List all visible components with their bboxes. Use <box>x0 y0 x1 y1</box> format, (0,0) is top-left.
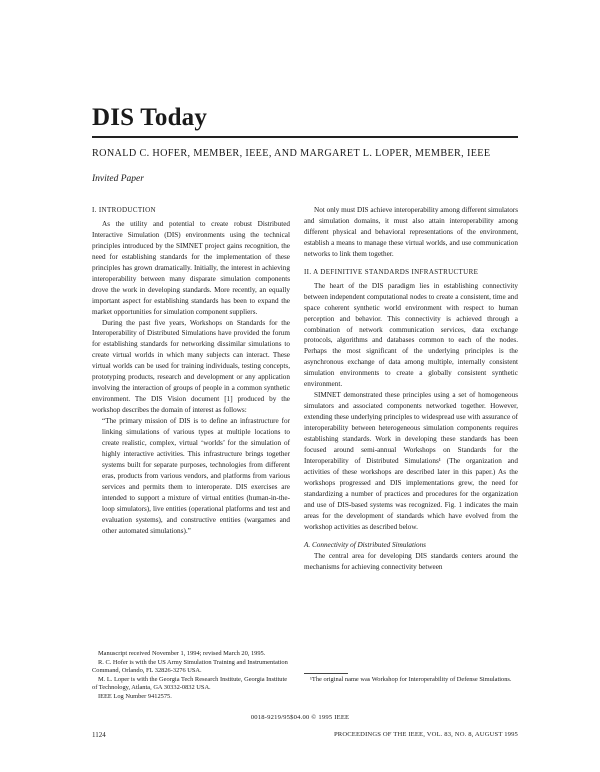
copyright-line: 0018-9219/95$04.00 © 1995 IEEE <box>250 714 350 721</box>
footnote-text: ¹The original name was Workshop for Interoperability of Defense Simulations. <box>310 676 512 683</box>
body-paragraph: The heart of the DIS paradigm lies in establishing connectivity between independent computational nodes to create a consistent, time and space coherent synthetic world environment with respect to human perception and behavior. This connectivity is achieved through a combination of network communication services, data exchange protocols, algorithms and databases common to each of the nodes. Perhaps the most significant of the underlying principles is the asynchronous exchange of data among multiple, internally consistent simulation environments to create a globally consistent synthetic environment. <box>304 281 518 389</box>
body-paragraph: SIMNET demonstrated these principles using a set of homogeneous simulators and associated components networked together. However, extending these underlying principles to widespread use with assurance of interoperability between heterogeneous simulation components requires establishing standards. Work in developing these standards has been focused around semi-annual Workshops on Standards for the Interoperability of Distributed Simulations¹ (The organization and activities of these workshops are described later in this paper.) As the workshops progressed and DIS implementations grew, the need for standardizing a number of practices and procedures for the organization and use of DIS-based systems was recognized. Fig. 1 indicates the main areas for the development of standards which have evolved from the workshop activities as described below. <box>304 391 518 531</box>
paper-type-label: Invited Paper <box>92 174 144 184</box>
journal-citation: PROCEEDINGS OF THE IEEE, VOL. 83, NO. 8, AUGUST 1995 <box>333 731 518 738</box>
author-line: RONALD C. HOFER, MEMBER, IEEE, AND MARGARET L. LOPER, MEMBER, IEEE <box>92 148 491 159</box>
body-paragraph: Not only must DIS achieve interoperability among different simulators and simulation domains, it must also attain interoperability among different physical and behavioral representations of the environment, establish a means to manage these virtual worlds, and use communication networks to link them together. <box>304 206 518 258</box>
paper-title: DIS Today <box>92 104 208 131</box>
body-paragraph: During the past five years, Workshops on Standards for the Interoperability of Distributed Simulations have provided the forum for establishing standards for networking dissimilar simulations to create virtual worlds in which many subjects can interact. These virtual worlds can be used for training individuals, testing concepts, prototyping products, research and development or any application involving the interaction of groups of people in a common synthetic environment. The DIS Vision document [1] produced by the workshop describes the domain of interest as follows: <box>92 318 290 415</box>
footnote-line: M. L. Loper is with the Georgia Tech Research Institute, Georgia Institute of Technology, Atlanta, GA 30332-0832 USA. <box>92 675 288 692</box>
body-paragraph: As the utility and potential to create robust Distributed Interactive Simulation (DIS) environments using the technical principles introduced by the SIMNET project gains recognition, the need for establishing standards for the implementation of these principles has grown dramatically. Initially, the interest in achieving interoperability between many disparate simulation components drove the work in developing standards. More recently, an equally important aspect for establishing standards has been to expand the market opportunities for simulation component suppliers. <box>92 219 290 316</box>
title-rule <box>92 136 518 138</box>
footnote-line: IEEE Log Number 9412575. <box>98 692 172 700</box>
footnote-line: Manuscript received November 1, 1994; revised March 20, 1995. <box>98 650 266 657</box>
footnote-line: R. C. Hofer is with the US Army Simulation Training and Instrumentation Command, Orlando, FL 32826-3276 USA. <box>92 658 288 675</box>
right-column <box>304 205 518 573</box>
manuscript-footnote <box>92 650 290 702</box>
left-column <box>92 205 290 537</box>
section-heading-standards: II. A DEFINITIVE STANDARDS INFRASTRUCTURE <box>304 267 479 276</box>
subsection-heading-connectivity: A. Connectivity of Distributed Simulations <box>304 540 426 549</box>
block-quote: “The primary mission of DIS is to define an infrastructure for linking simulations of various types at multiple locations to create realistic, complex, virtual ‘worlds’ for the simulation of highly interactive activities. This infrastructure brings together systems built for separate purposes, technologies from different eras, products from various vendors, and platforms from various services and permits them to interoperate. DIS exercises are intended to support a mixture of virtual entities (human-in-the-loop simulators), live entities (operational platforms and test and evaluation systems), and constructive entities (wargames and other automated simulations).” <box>102 417 290 535</box>
page-number: 1124 <box>92 731 106 739</box>
footnote-rule <box>304 673 348 674</box>
section-heading-introduction: I. INTRODUCTION <box>92 206 156 214</box>
body-paragraph: The central area for developing DIS standards centers around the mechanisms for achieving connectivity between <box>304 551 518 571</box>
